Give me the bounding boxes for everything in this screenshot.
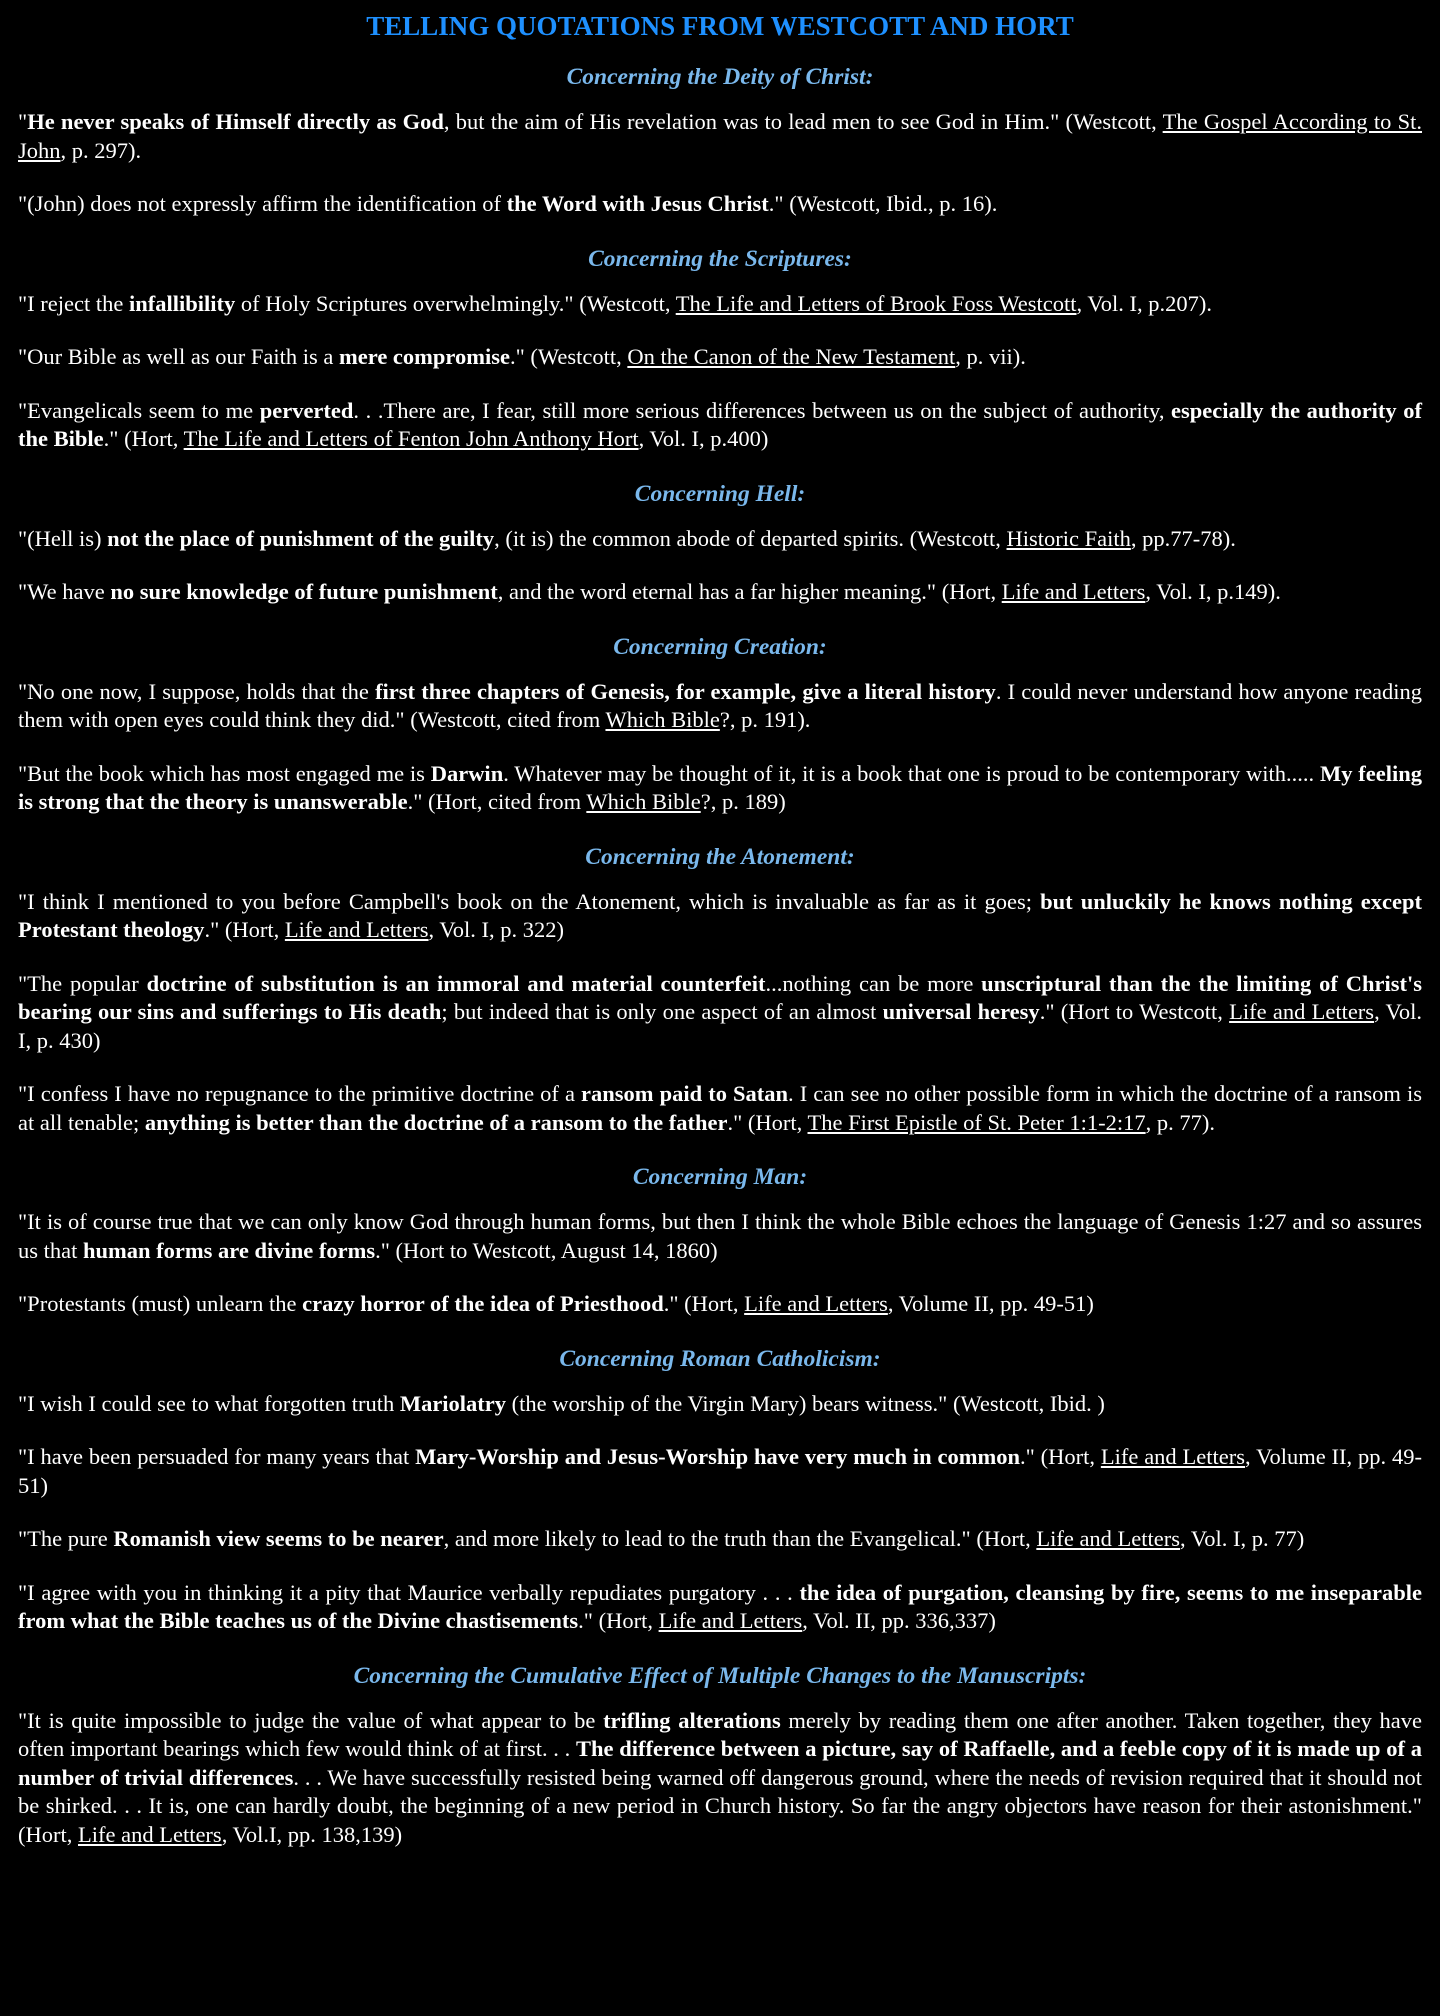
quote-text: "The pure [18,1526,114,1551]
emphasized-text: but unluckily he knows nothing except Protestant theology [18,888,1422,942]
emphasized-text: anything is better than the doctrine of a ransom to the father [144,1109,728,1135]
quote-text: , Vol. I, p. 77) [1180,1526,1305,1551]
quote-text: . . .There are, I fear, still more serious differences between us on the subject of authority, [353,397,1172,423]
quotation [18,1208,1422,1265]
section-heading: Concerning Creation: [613,633,827,660]
quote-text: merely by reading them one after another. Taken together, they have often important bearings which few would think of at first. . . [18,1707,1422,1761]
quote-text: "I wish I could see to what forgotten truth [18,1390,400,1416]
emphasized-text: Mary-Worship and Jesus-Worship have very much in common [415,1444,1020,1469]
emphasized-text: the Word with Jesus Christ [506,191,769,216]
emphasized-text: mere compromise [339,344,510,369]
quote-text: "I have been persuaded for many years that [18,1444,416,1469]
section-heading: Concerning the Cumulative Effect of Multiple Changes to the Manuscripts: [353,1662,1087,1689]
source-title-link[interactable]: On the Canon of the New Testament [627,344,956,369]
emphasized-text: universal heresy [882,999,1040,1024]
quote-text: , Vol. II, pp. 336,337) [802,1608,996,1633]
quotation [18,888,1422,945]
quote-text: "It is of course true that we can only know God through human forms, but then I think the whole Bible echoes the language of Genesis 1:27 and so assures us that [18,1209,1422,1263]
quote-text: , Vol. I, p. 430) [18,999,1423,1053]
source-title-link[interactable]: Life and Letters [1001,579,1146,604]
quote-text: ; but indeed that is only one aspect of an almost [441,999,883,1024]
emphasized-text: human forms are divine forms [83,1237,376,1263]
quote-text: ?, p. 189) [700,789,786,814]
quote-text: , Volume II, pp. 49-51) [18,1444,1422,1498]
quote-text: , Volume II, pp. 49-51) [887,1291,1094,1316]
quotation [18,1707,1422,1850]
quote-text: "Protestants (must) unlearn the [18,1291,303,1316]
quote-text: "No one now, I suppose, holds that the [18,678,376,704]
source-title-link[interactable]: Life and Letters [78,1821,222,1847]
quote-text: ." (Hort to Westcott, August 14, 1860) [375,1237,718,1263]
quote-text: , p. 297). [60,137,142,163]
emphasized-text: crazy horror of the idea of Priesthood [302,1291,664,1316]
quotation [18,1080,1422,1137]
quotation [18,1290,1422,1319]
quotation [18,343,1422,372]
quotation [18,760,1422,817]
emphasized-text: ransom paid to Satan [581,1081,789,1106]
section-heading: Concerning Man: [632,1164,808,1190]
quote-text: , Vol.I, pp. 138,139) [221,1821,403,1847]
quote-text: , (it is) the common abode of departed spirits. (Westcott, [494,525,1007,551]
quote-text: . I could never understand how anyone reading them with open eyes could think they did." (Westcott, cited from [18,678,1422,732]
emphasized-text: He never speaks of Himself directly as God [27,109,444,134]
quote-text: "Our Bible as well as our Faith is a [18,344,340,369]
quote-text: ." (Hort, [103,426,184,451]
page-title: TELLING QUOTATIONS FROM WESTCOTT AND HORT [366,11,1074,41]
source-title-link[interactable]: Life and Letters [1229,999,1375,1024]
section-heading: Concerning the Deity of Christ: [566,64,874,90]
quote-text: ...nothing can be more [765,970,982,996]
emphasized-text: no sure knowledge of future punishment [110,579,498,604]
emphasized-text: Romanish view seems to be nearer [113,1526,444,1551]
quote-text: "I confess I have no repugnance to the primitive doctrine of a [18,1081,582,1106]
section-heading: Concerning Roman Catholicism: [559,1345,881,1372]
quote-text: ." (Hort, [204,917,285,942]
quote-text: , Vol. I, p.207). [1076,290,1212,316]
emphasized-text: doctrine of substitution is an immoral and material counterfeit [146,970,766,996]
section-heading: Concerning Hell: [634,480,806,507]
emphasized-text: first three chapters of Genesis, for example, give a literal history [375,678,996,704]
quote-text: "We have [18,579,111,604]
emphasized-text: trifling alterations [603,1707,781,1733]
quote-text: "But the book which has most engaged me is [18,760,431,786]
quotation [18,525,1422,554]
quotation [18,108,1422,165]
quote-text: ." (Hort, [663,1291,745,1316]
quote-text: , but the aim of His revelation was to lead men to see God in Him." (Westcott, [443,109,1163,134]
quote-text: . . . We have successfully resisted being warned off dangerous ground, where the needs of revision required that it should not be shirked. . . It is, one can hardly doubt, the beginning of a new period in Church history. So far the angry objectors have reason for their astonishment." (Hort, [18,1764,1423,1847]
emphasized-text: My feeling is strong that the theory is unanswerable [18,760,1423,814]
quote-text: "I agree with you in thinking it a pity that Maurice verbally repudiates purgatory . . . [18,1579,800,1605]
quote-text: , Vol. I, p.149). [1145,579,1281,604]
source-title-link[interactable]: Life and Letters [658,1608,803,1633]
quotation [18,1390,1422,1419]
source-title-link[interactable]: Life and Letters [1036,1526,1181,1551]
emphasized-text: perverted [259,397,354,423]
quote-text: , Vol. I, p. 322) [428,917,564,942]
source-title-link[interactable]: The First Epistle of St. Peter 1:1-2:17 [807,1109,1146,1135]
quotation [18,1525,1422,1554]
emphasized-text: unscriptural than the the limiting of Christ's bearing our sins and sufferings to His death [18,970,1422,1024]
quote-text: "It is quite impossible to judge the value of what appear to be [18,1707,604,1733]
source-title-link[interactable]: Life and Letters [744,1291,888,1316]
quote-text: , and more likely to lead to the truth than the Evangelical." (Hort, [443,1526,1037,1551]
source-title-link[interactable]: Life and Letters [1100,1444,1246,1469]
quote-text: ." (Westcott, Ibid., p. 16). [768,191,998,216]
quote-text: . Whatever may be thought of it, it is a book that one is proud to be contemporary with..... [503,760,1320,786]
quote-text: "I reject the [18,290,129,316]
section-heading: Concerning the Scriptures: [588,245,852,272]
quotation [18,397,1422,454]
quote-text: , p. vii). [955,344,1026,369]
quotation [18,1443,1422,1500]
quote-text: (the worship of the Virgin Mary) bears witness." (Westcott, Ibid. ) [506,1390,1105,1416]
source-title-link[interactable]: Which Bible [605,707,720,732]
quote-text: " [18,109,28,134]
quote-text: , p. 77). [1145,1109,1215,1135]
quote-text: ." (Westcott, [510,344,628,369]
quotation [18,970,1422,1056]
quotation [18,290,1422,319]
source-title-link[interactable]: The Life and Letters of Fenton John Anthony Hort [183,426,639,451]
quote-text: , and the word eternal has a far higher meaning." (Hort, [497,579,1002,604]
emphasized-text: infallibility [129,290,236,316]
source-title-link[interactable]: The Gospel According to St. John [18,109,1423,163]
source-title-link[interactable]: The Life and Letters of Brook Foss Westcott [675,290,1077,316]
emphasized-text: The difference between a picture, say of Raffaelle, and a feeble copy of it is made up of a number of trivial differences [18,1736,1422,1790]
quote-text: "(John) does not expressly affirm the identification of [18,191,507,216]
section-heading: Concerning the Atonement: [585,843,855,870]
quote-text: ." (Hort to Westcott, [1039,999,1230,1024]
sections-container [18,62,1422,1849]
quote-text: , pp.77-78). [1130,525,1236,551]
quotation [18,190,1422,219]
quote-text: of Holy Scriptures overwhelmingly." (Westcott, [235,290,676,316]
quote-text: ." (Hort, cited from [407,789,587,814]
emphasized-text: Mariolatry [399,1390,507,1416]
quote-text: ." (Hort, [727,1109,808,1135]
emphasized-text: especially the authority of the Bible [18,397,1423,451]
emphasized-text: Darwin [430,760,504,786]
quote-text: ." (Hort, [1019,1444,1101,1469]
quote-text: "(Hell is) [18,525,108,551]
quote-text: ?, p. 191). [719,707,811,732]
quotation [18,1579,1422,1636]
source-title-link[interactable]: Life and Letters [284,917,429,942]
quote-text: "Evangelicals seem to me [18,397,260,423]
emphasized-text: the idea of purgation, cleansing by fire, seems to me inseparable from what the Bible teaches us of the Divine chastisements [18,1579,1422,1633]
quote-text: , Vol. I, p.400) [638,426,769,451]
quotation [18,678,1422,735]
emphasized-text: not the place of punishment of the guilty [107,525,495,551]
quote-text: "The popular [18,970,147,996]
quote-text: ." (Hort, [578,1608,659,1633]
quotation [18,578,1422,607]
quote-text: . I can see no other possible form in which the doctrine of a ransom is at all tenable; [18,1081,1423,1135]
source-title-link[interactable]: Historic Faith [1006,525,1131,551]
quote-text: "I think I mentioned to you before Campbell's book on the Atonement, which is invaluable as far as it goes; [18,888,1041,914]
source-title-link[interactable]: Which Bible [586,789,701,814]
